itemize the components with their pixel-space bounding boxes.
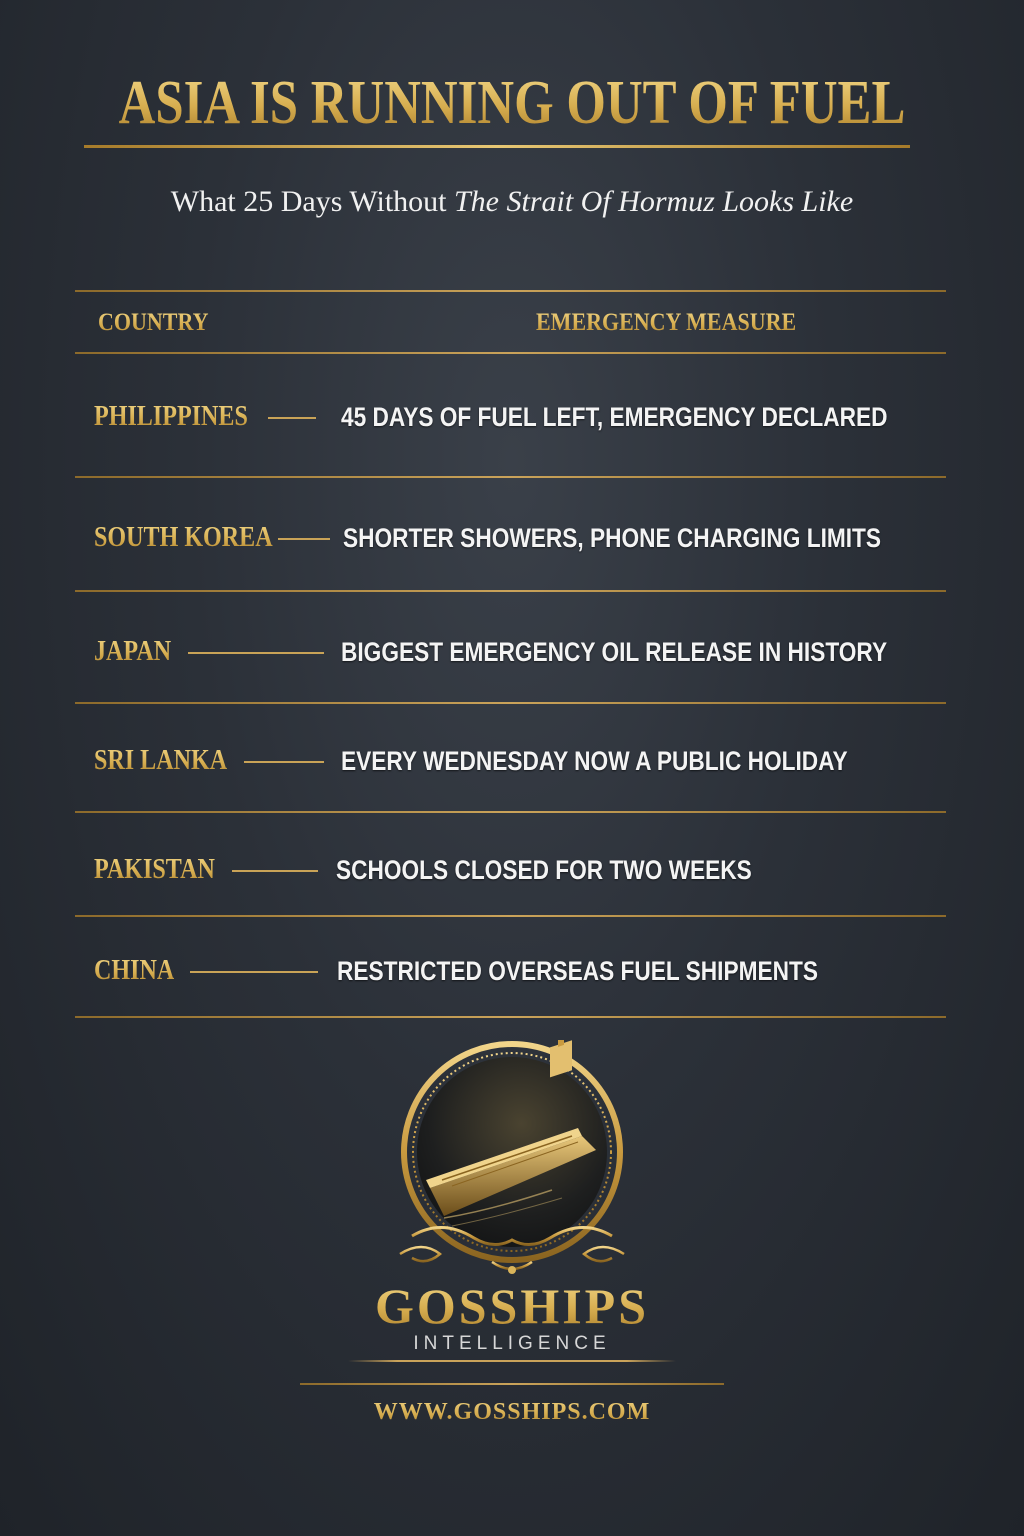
- column-header-country: COUNTRY: [98, 309, 209, 336]
- brand-name: GOSSHIPS: [0, 1276, 1024, 1336]
- title-divider: [84, 145, 910, 148]
- row-divider: [75, 811, 946, 813]
- footer-divider: [300, 1383, 724, 1385]
- row-divider: [75, 915, 946, 917]
- row-measure: SHORTER SHOWERS, PHONE CHARGING LIMITS: [343, 523, 882, 553]
- row-measure: SCHOOLS CLOSED FOR TWO WEEKS: [336, 855, 752, 885]
- brand-divider: [348, 1360, 676, 1362]
- subtitle-italic: The Strait Of Hormuz Looks Like: [454, 185, 854, 218]
- row-divider: [75, 702, 946, 704]
- row-country: PHILIPPINES: [94, 401, 248, 432]
- oil-tanker-ship-icon: [382, 1040, 642, 1290]
- row-connector: [190, 971, 318, 973]
- website-link[interactable]: WWW.GOSSHIPS.COM: [0, 1396, 1024, 1428]
- table-top-rule: [75, 290, 946, 292]
- row-connector: [244, 761, 324, 763]
- row-connector: [232, 870, 318, 872]
- row-connector: [278, 538, 330, 540]
- page-title: ASIA IS RUNNING OUT OF FUEL: [92, 68, 932, 138]
- row-country: SOUTH KOREA: [94, 522, 273, 553]
- row-measure: EVERY WEDNESDAY NOW A PUBLIC HOLIDAY: [341, 746, 848, 776]
- table-bottom-rule: [75, 1016, 946, 1018]
- subtitle-plain: What 25 Days Without: [170, 185, 447, 218]
- row-country: JAPAN: [94, 636, 172, 667]
- page-subtitle: [0, 182, 1024, 222]
- row-country: SRI LANKA: [94, 745, 228, 776]
- table-header-rule: [75, 352, 946, 354]
- row-measure: BIGGEST EMERGENCY OIL RELEASE IN HISTORY: [341, 637, 888, 667]
- column-header-measure: EMERGENCY MEASURE: [536, 309, 797, 336]
- row-measure: 45 DAYS OF FUEL LEFT, EMERGENCY DECLARED: [341, 402, 888, 432]
- row-country: CHINA: [94, 955, 175, 986]
- row-divider: [75, 476, 946, 478]
- row-connector: [188, 652, 324, 654]
- brand-tagline: INTELLIGENCE: [413, 1333, 611, 1354]
- row-measure: RESTRICTED OVERSEAS FUEL SHIPMENTS: [337, 956, 818, 986]
- row-country: PAKISTAN: [94, 854, 215, 885]
- row-divider: [75, 590, 946, 592]
- row-connector: [268, 417, 316, 419]
